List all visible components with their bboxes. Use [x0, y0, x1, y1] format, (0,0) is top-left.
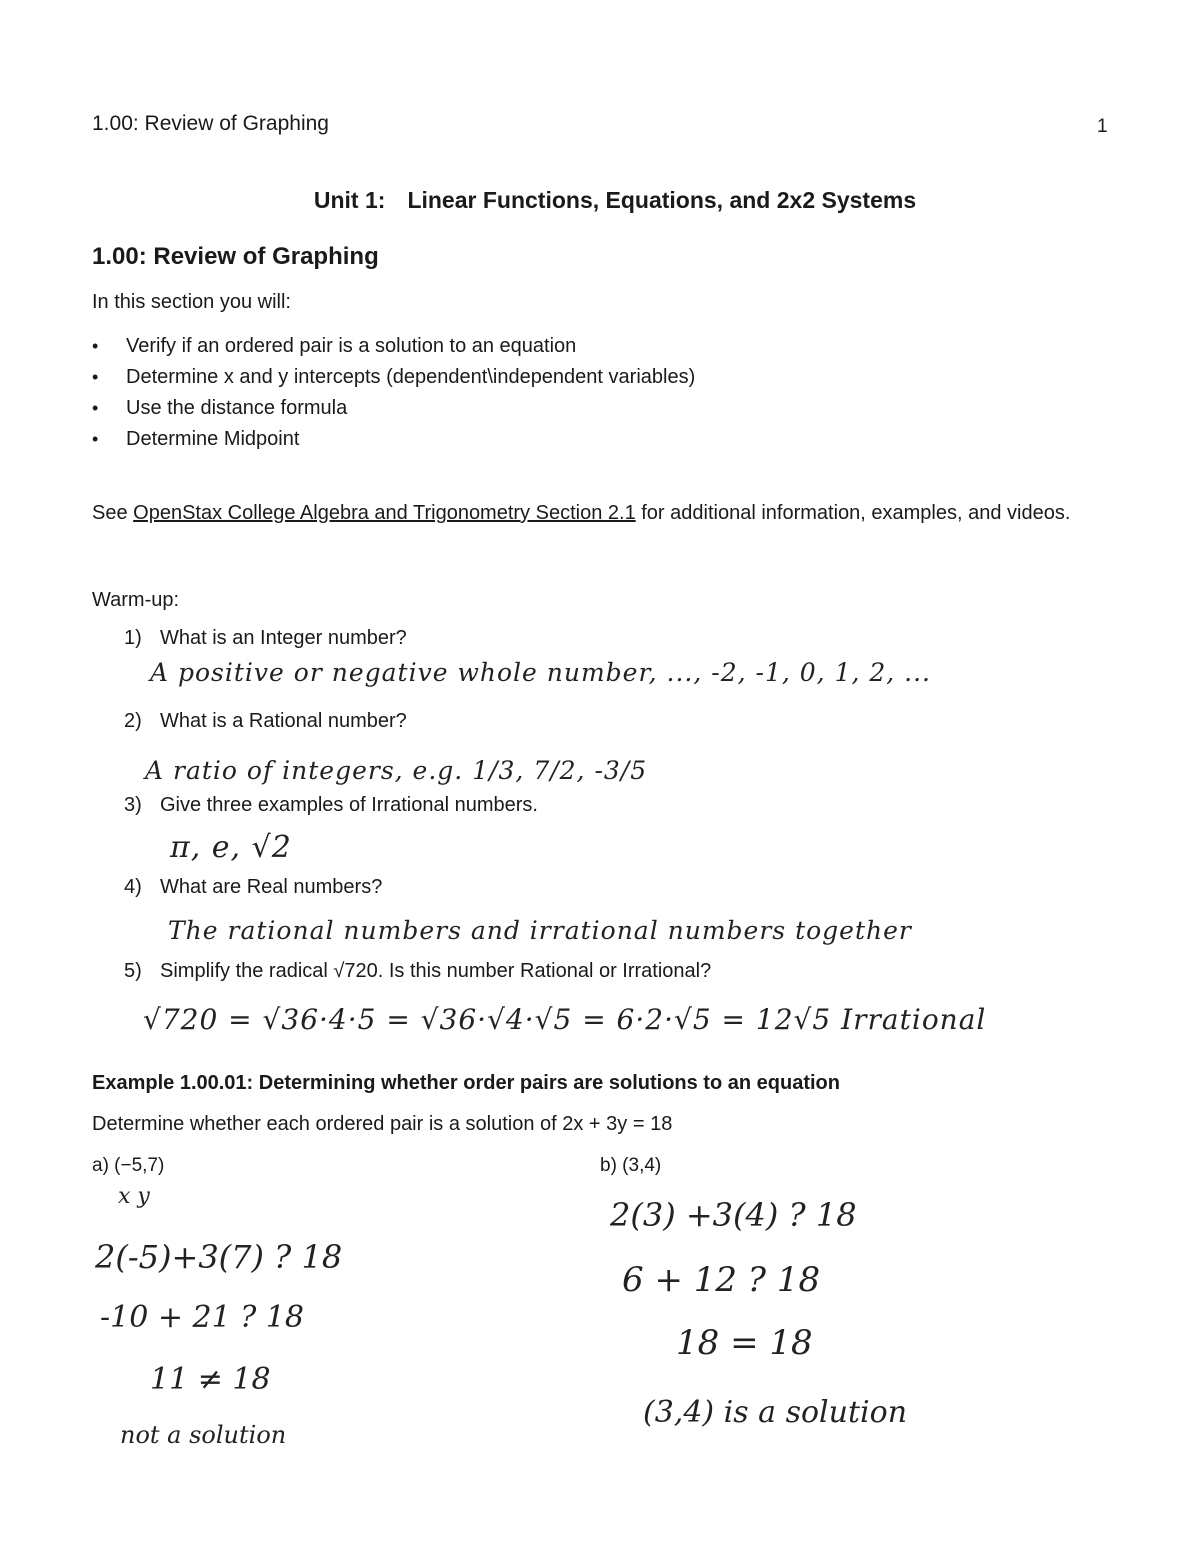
page-number: 1 [1097, 116, 1108, 137]
warmup-question-3 [124, 794, 538, 817]
part-b-conclusion: (3,4) is a solution [643, 1395, 908, 1430]
objective-item: • Use the distance formula [92, 395, 695, 426]
objective-item: • Determine x and y intercepts (dependent\independent variables) [92, 364, 695, 395]
part-a-label: a) (−5,7) [92, 1155, 165, 1176]
part-a-work-line: -10 + 21 ? 18 [100, 1300, 305, 1335]
part-a-work-line: 2(-5)+3(7) ? 18 [95, 1238, 343, 1276]
question-text: Simplify the radical √720. Is this number Rational or Irrational? [160, 960, 712, 982]
part-a-work-line: 11 ≠ 18 [150, 1362, 271, 1397]
see-also-prefix: See [92, 502, 134, 524]
header-title: 1.00: Review of Graphing [92, 112, 329, 135]
see-also-paragraph [92, 499, 1092, 528]
warmup-question-4 [124, 876, 382, 899]
part-b-label: b) (3,4) [600, 1155, 662, 1176]
section-title: 1.00: Review of Graphing [92, 243, 379, 270]
see-also-suffix: for additional information, examples, and videos. [635, 502, 1071, 524]
question-text: What is a Rational number? [160, 710, 407, 732]
unit-title [0, 187, 1200, 214]
part-a-work-line: x y [118, 1184, 150, 1209]
part-b-work-line: 2(3) +3(4) ? 18 [610, 1196, 857, 1234]
handwritten-answer-1: A positive or negative whole number, ..., -2, -1, 0, 1, 2, ... [150, 658, 932, 687]
handwritten-answer-5: √720 = √36·4·5 = √36·√4·√5 = 6·2·√5 = 12√5 Irrational [143, 1003, 987, 1036]
intro-text: In this section you will: [92, 291, 291, 313]
handwritten-answer-2: A ratio of integers, e.g. 1/3, 7/2, -3/5 [145, 756, 648, 785]
question-text: What is an Integer number? [160, 627, 407, 649]
warmup-question-1 [124, 627, 407, 650]
warmup-label: Warm-up: [92, 589, 180, 611]
handwritten-answer-4: The rational numbers and irrational numbers together [168, 916, 912, 945]
question-number: 2) [124, 710, 142, 732]
example-title: Example 1.00.01: Determining whether order pairs are solutions to an equation [92, 1072, 840, 1094]
question-number: 5) [124, 960, 142, 982]
question-number: 4) [124, 876, 142, 898]
objective-item: • Determine Midpoint [92, 426, 695, 457]
unit-title-text: Linear Functions, Equations, and 2x2 Systems [407, 187, 917, 213]
part-b-work-line: 6 + 12 ? 18 [622, 1260, 821, 1300]
part-b-work-line: 18 = 18 [676, 1323, 813, 1363]
part-a-conclusion: not a solution [120, 1421, 287, 1449]
handwritten-answer-3: π, e, √2 [170, 830, 292, 865]
warmup-question-5 [124, 960, 711, 983]
question-number: 3) [124, 794, 142, 816]
objectives-list [92, 333, 695, 457]
example-prompt: Determine whether each ordered pair is a solution of 2x + 3y = 18 [92, 1113, 673, 1135]
question-number: 1) [124, 627, 142, 649]
question-text: What are Real numbers? [160, 876, 383, 898]
unit-label: Unit 1: [313, 187, 386, 213]
openstax-link[interactable]: OpenStax College Algebra and Trigonometry Section 2.1 [133, 502, 636, 524]
warmup-question-2 [124, 710, 407, 733]
objective-item: • Verify if an ordered pair is a solution to an equation [92, 333, 695, 364]
question-text: Give three examples of Irrational numbers. [160, 794, 538, 816]
